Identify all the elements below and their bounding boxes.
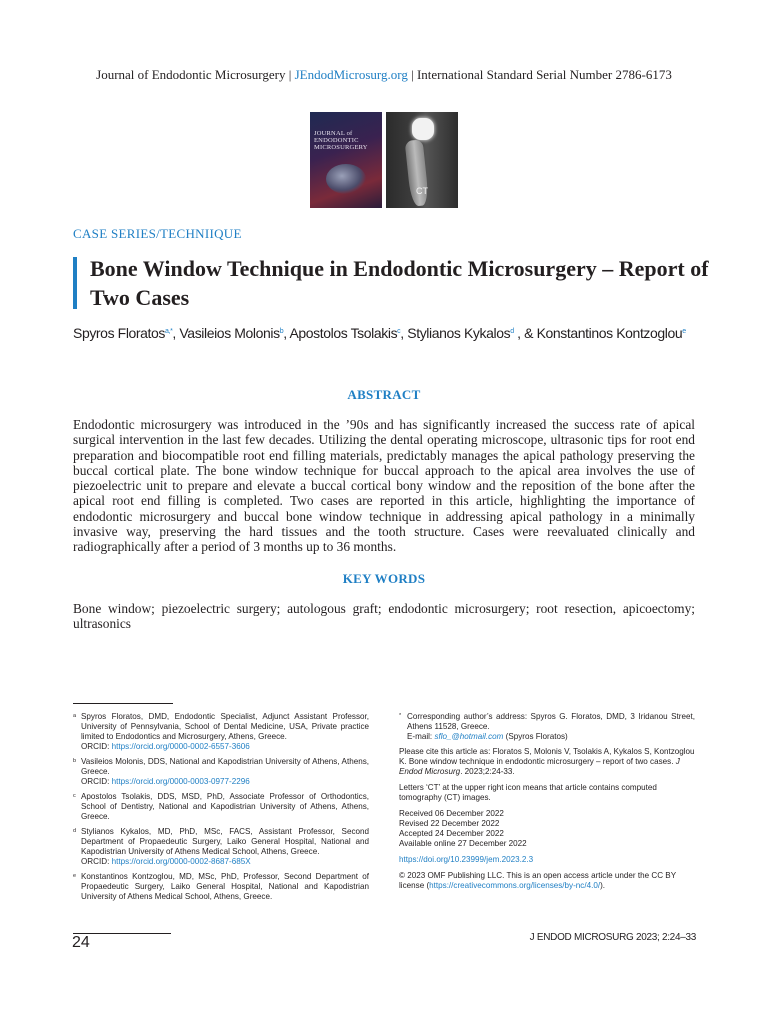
correspondence-note xyxy=(399,712,695,742)
ct-label: CT xyxy=(416,186,428,196)
running-citation: J ENDOD MICROSURG 2023; 2:24–33 xyxy=(529,932,696,943)
affiliation-item xyxy=(73,712,369,752)
license-tail: ). xyxy=(600,881,606,890)
keywords-heading: KEY WORDS xyxy=(342,571,426,586)
ct-scan-image xyxy=(386,112,458,208)
author-affiliation-mark: e xyxy=(682,328,686,335)
xray-crown xyxy=(412,118,434,140)
correspondence-text: Corresponding author’s address: Spyros G. Floratos, DMD, 3 Iridanou Street, Athens 11528, Greece. xyxy=(407,712,695,731)
author-name: Konstantinos Kontzoglou xyxy=(536,325,683,341)
author-separator: , & xyxy=(513,325,537,341)
author-list xyxy=(73,322,713,343)
citation-journal: J Endod Microsurg xyxy=(399,757,680,776)
cover-artwork xyxy=(326,164,366,194)
article-title: Bone Window Technique in Endodontic Microsurgery – Report of Two Cases xyxy=(90,256,709,310)
author-name: Vasileios Molonis xyxy=(179,325,280,341)
footnote-mark: b xyxy=(73,758,77,764)
orcid-label: ORCID: xyxy=(81,777,112,786)
affiliation-item xyxy=(73,827,369,867)
date-revised: Revised 22 December 2022 xyxy=(399,819,500,828)
citation-tail: . 2023;2:24-33. xyxy=(460,767,515,776)
doi-link[interactable]: https://doi.org/10.23999/jem.2023.2.3 xyxy=(399,855,534,864)
author-affiliation-mark: b xyxy=(279,328,284,335)
author-name: Stylianos Kykalos xyxy=(407,325,511,341)
license-link[interactable]: https://creativecommons.org/licenses/by-nc/4.0/ xyxy=(429,881,601,890)
date-online: Available online 27 December 2022 xyxy=(399,839,527,848)
cover-title-line: ENDODONTIC xyxy=(314,137,359,144)
orcid-label: ORCID: xyxy=(81,742,112,751)
license-note xyxy=(399,871,695,891)
article-info xyxy=(399,712,695,897)
email-owner: (Spyros Floratos) xyxy=(503,732,568,741)
cover-title-line: MICROSURGERY xyxy=(314,144,368,151)
author-name: Apostolos Tsolakis xyxy=(289,325,398,341)
author-separator: , xyxy=(400,325,408,341)
email-label: E-mail: xyxy=(407,732,435,741)
journal-site-link[interactable]: JEndodMicrosurg.org xyxy=(294,67,408,82)
affiliation-text: Spyros Floratos, DMD, Endodontic Specialist, Adjunct Assistant Professor, University of Pennsylvania, School of Dental Medicine, USA, Private practice limited to Endodontics and Microsurgery, Athens, Greece. xyxy=(81,712,369,741)
author-affiliation-mark: a,* xyxy=(165,328,173,335)
issn-label: International Standard Serial Number 2786-6173 xyxy=(416,67,672,82)
author-name: Spyros Floratos xyxy=(73,325,166,341)
affiliation-item xyxy=(73,757,369,787)
affiliation-text: Stylianos Kykalos, MD, PhD, MSc, FACS, Assistant Professor, Second Department of Propaedeutic Surgery, Laiko General Hospital, National and Kapodistrian University of Athens Medical School, Athens, Greece. xyxy=(81,827,369,856)
affiliation-text: Vasileios Molonis, DDS, National and Kapodistrian University of Athens, Athens, Greece. xyxy=(81,757,369,776)
header-separator: | xyxy=(407,67,417,82)
orcid-link[interactable]: https://orcid.org/0000-0002-8687-685X xyxy=(111,857,251,866)
affiliations xyxy=(73,712,369,907)
cover-title xyxy=(314,130,368,151)
email-link[interactable]: sflo_@hotmail.com xyxy=(434,732,504,741)
author-affiliation-mark: c xyxy=(397,328,401,335)
journal-name: Journal of Endodontic Microsurgery xyxy=(96,67,286,82)
affiliation-item xyxy=(73,792,369,822)
footnote-mark: c xyxy=(73,793,76,799)
header-separator: | xyxy=(285,67,295,82)
article-type: CASE SERIES/TECHNIIQUE xyxy=(73,226,242,241)
footnote-mark: e xyxy=(73,873,77,879)
license-lead: © 2023 OMF Publishing LLC. This is an open access article under the CC BY license ( xyxy=(399,871,676,890)
date-accepted: Accepted 24 December 2022 xyxy=(399,829,504,838)
orcid-label: ORCID: xyxy=(81,857,112,866)
orcid-link[interactable]: https://orcid.org/0000-0003-0977-2296 xyxy=(111,777,250,786)
affiliation-text: Apostolos Tsolakis, DDS, MSD, PhD, Associate Professor of Orthodontics, School of Dentistry, National and Kapodistrian University of Athens, Athens, Greece. xyxy=(81,792,369,821)
keywords-text: Bone window; piezoelectric surgery; autologous graft; endodontic microsurgery; root resection, apicoectomy; ultrasonics xyxy=(73,601,695,632)
footnote-mark: d xyxy=(73,828,77,834)
date-received: Received 06 December 2022 xyxy=(399,809,504,818)
footnote-mark: * xyxy=(399,713,402,719)
author-affiliation-mark: d xyxy=(510,328,514,335)
orcid-link[interactable]: https://orcid.org/0000-0002-6557-3606 xyxy=(111,742,250,751)
abstract-heading: ABSTRACT xyxy=(347,387,421,402)
author-separator: , xyxy=(283,325,290,341)
affiliation-item xyxy=(73,872,369,902)
citation-lead: Please cite this article as: Floratos S, Molonis V, Tsolakis A, Kykalos S, Kontzoglou K. Bone window technique in endodontic microsurgery – report of two cases. xyxy=(399,747,695,766)
footnote-rule xyxy=(73,703,173,704)
journal-cover-image xyxy=(310,112,382,208)
ct-note: Letters ‘CT’ at the upper right icon means that article contains computed tomography (CT) images. xyxy=(399,783,657,802)
abstract-text: Endodontic microsurgery was introduced in the ’90s and has significantly increased the success rate of apical surgical intervention in the last few decades. Utilizing the dental operating microscope, ultrasonic tips for root end preparation and biocompatible root end filling materials, predictably manages the apical pathology preserving the buccal cortical plate. The bone window technique for buccal approach to the apical area involves the use of piezoelectric unit to prepare and elevate a buccal cortical bony window and the reposition of the bone after the apical root end filling is completed. Two cases are reported in this article, highlighting the importance of endodontic microsurgery and buccal bone window technique in addressing apical pathology in a minimally invasive way, preserving the hard tissues and the tooth structure. Cases were reevaluated clinically and radiographically after a period of 3 months up to 36 months. xyxy=(73,417,695,555)
affiliation-text: Konstantinos Kontzoglou, MD, MSc, PhD, Professor, Second Department of Propaedeutic Surgery, Laiko General Hospital, National and Kapodistrian University of Athens Medical School, Athens, Greece. xyxy=(81,872,369,901)
journal-header xyxy=(0,67,768,83)
xray-root xyxy=(405,139,430,207)
title-accent-bar xyxy=(73,257,77,309)
article-dates xyxy=(399,809,695,849)
cover-title-line: JOURNAL of xyxy=(314,130,353,137)
page-number: 24 xyxy=(72,934,90,951)
author-separator: , xyxy=(172,325,180,341)
citation-note xyxy=(399,747,695,777)
footnote-mark: a xyxy=(73,713,77,719)
